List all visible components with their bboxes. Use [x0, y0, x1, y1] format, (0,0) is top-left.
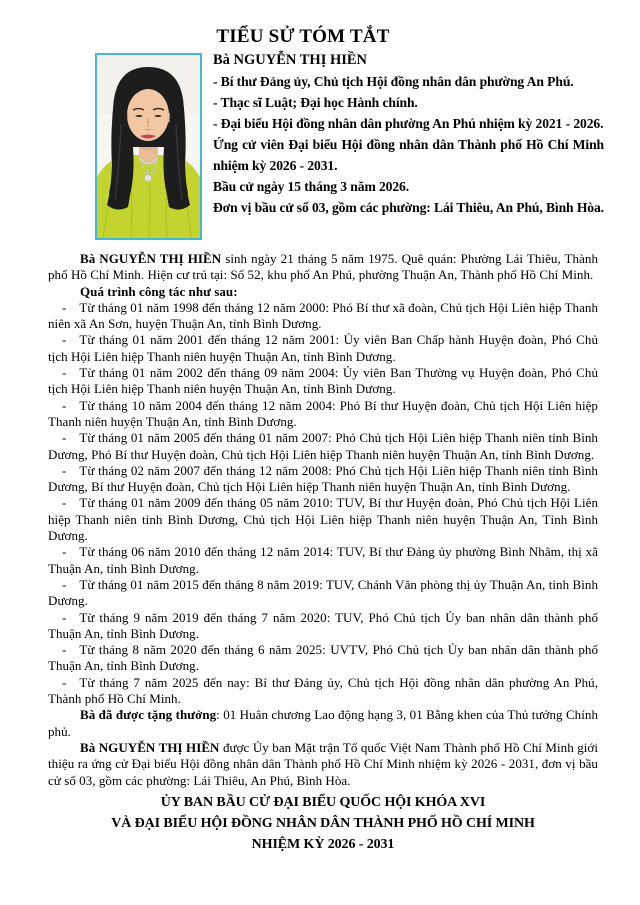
career-item [48, 463, 598, 496]
nomination-name-bold: Bà NGUYỄN THỊ HIỀN [80, 739, 220, 755]
list-dash: - [62, 462, 67, 478]
list-dash: - [62, 674, 67, 690]
career-item [48, 675, 598, 708]
career-item [48, 300, 598, 333]
career-heading: Quá trình công tác như sau: [80, 283, 238, 299]
career-item-text: Từ tháng 7 năm 2025 đến nay: Bí thư Đảng ủy, Chủ tịch Hội đồng nhân dân phường An Phú, Thành phố Hồ Chí Minh. [48, 674, 598, 707]
header-line-election-unit: Đơn vị bầu cử số 03, gồm các phường: Lái Thiêu, An Phú, Bình Hòa. [213, 200, 604, 215]
document-title: TIỂU SỬ TÓM TẮT [216, 26, 390, 47]
career-item-text: Từ tháng 01 năm 2001 đến tháng 12 năm 2001: Ủy viên Ban Chấp hành Huyện đoàn, Phó Chủ tịch Hội Liên hiệp Thanh niên huyện Thuận An, tỉnh Bình Dương. [48, 332, 598, 364]
awards-text: : 01 Huân chương Lao động hạng 3, 01 Bằng khen của Thủ tướng Chính phủ. [48, 707, 598, 739]
career-item [48, 430, 598, 463]
candidate-name: Bà NGUYỄN THỊ HIỀN [213, 52, 368, 68]
header-line-candidate: Ứng cử viên Đại biểu Hội đồng nhân dân Thành phố Hồ Chí Minh nhiệm kỳ 2026 - 2031. [213, 137, 604, 173]
career-item-text: Từ tháng 01 năm 2009 đến tháng 05 năm 2010: TUV, Bí thư Huyện đoàn, Phó Chủ tịch Hội Liên hiệp Thanh niên tỉnh Bình Dương, Chủ tịch Hội Liên hiệp Thanh niên huyện Thuận An, Tỉnh Bình Dương. [48, 495, 598, 544]
career-item-text: Từ tháng 01 năm 2005 đến tháng 01 năm 2007: Phó Chủ tịch Hội Liên hiệp Thanh niên tỉnh Bình Dương, Phó Bí thư Huyện đoàn, Chủ tịch Hội Liên hiệp Thanh niên huyện Thuận An, tỉnh Bình Dương. [48, 430, 598, 462]
list-dash: - [62, 576, 67, 592]
intro-text: sinh ngày 21 tháng 5 năm 1975. Quê quán: Phường Lái Thiêu, Thành phố Hồ Chí Minh. Hiện cư trú tại: Số 52, khu phố An Phú, phường Thuận An, Thành phố Hồ Chí Minh. [48, 251, 599, 283]
career-item [48, 398, 598, 431]
election-committee-footer [48, 792, 598, 855]
career-item-text: Từ tháng 9 năm 2019 đến tháng 7 năm 2020: TUV, Phó Chủ tịch Ủy ban nhân dân thành phố Thuận An, tỉnh Bình Dương. [48, 609, 598, 641]
career-item-text: Từ tháng 10 năm 2004 đến tháng 12 năm 2004: Phó Bí thư Huyện đoàn, Chủ tịch Hội Liên hiệp Thanh niên huyện Thuận An, tỉnh Bình Dương. [48, 397, 598, 429]
nomination-paragraph [48, 740, 598, 789]
list-dash: - [62, 365, 67, 381]
nomination-text: được Ủy ban Mặt trận Tổ quốc Việt Nam Thành phố Hồ Chí Minh giới thiệu ra ứng cử Đại biểu Hội đồng nhân dân Thành phố Hồ Chí Minh nhiệm kỳ 2026 - 2031, đơn vị bầu cử số 03, gồm các phường: Lái Thiêu, An Phú, Bình Hòa. [48, 739, 599, 788]
awards-label-bold: Bà đã được tặng thưởng [80, 707, 217, 723]
career-item [48, 365, 598, 398]
intro-name-bold: Bà NGUYỄN THỊ HIỀN [80, 251, 222, 266]
footer-line-term: NHIỆM KỲ 2026 - 2031 [251, 836, 395, 852]
footer-line-council: VÀ ĐẠI BIỂU HỘI ĐỒNG NHÂN DÂN THÀNH PHỐ HỒ CHÍ MINH [111, 815, 535, 831]
career-item [48, 332, 598, 365]
footer-line-committee: ỦY BAN BẦU CỬ ĐẠI BIỂU QUỐC HỘI KHÓA XVI [160, 794, 486, 810]
list-dash: - [62, 430, 67, 446]
list-dash: - [62, 397, 67, 413]
header-line-education: - Thạc sĩ Luật; Đại học Hành chính. [213, 95, 418, 110]
intro-paragraph [48, 251, 598, 284]
list-dash: - [62, 332, 67, 348]
awards-paragraph [48, 707, 598, 740]
career-item [48, 642, 598, 675]
career-item-text: Từ tháng 01 năm 2015 đến tháng 8 năm 2019: TUV, Chánh Văn phòng thị ủy Thuận An, tỉnh Bình Dương. [48, 576, 598, 609]
candidate-photo-frame [95, 53, 202, 240]
career-item-text: Từ tháng 01 năm 2002 đến tháng 09 năm 2004: Ủy viên Ban Thường vụ Huyện đoàn, Phó Chủ tịch Hội Liên hiệp Thanh niên huyện Thuận An, tỉnh Bình Dương. [48, 365, 598, 397]
candidate-header-info [213, 50, 604, 218]
career-item-text: Từ tháng 06 năm 2010 đến tháng 12 năm 2014: TUV, Bí thư Đảng ủy phường Bình Nhâm, thị xã Thuận An, tỉnh Bình Dương. [48, 544, 598, 576]
career-item [48, 495, 598, 544]
list-dash: - [62, 299, 67, 315]
career-item-text: Từ tháng 01 năm 1998 đến tháng 12 năm 2000: Phó Bí thư xã đoàn, Chủ tịch Hội Liên hiệp Thanh niên xã An Sơn, huyện Thuận An, tỉnh Bình Dương. [48, 299, 598, 332]
header-line-position: - Bí thư Đảng ủy, Chủ tịch Hội đồng nhân dân phường An Phú. [213, 74, 574, 89]
list-dash: - [62, 495, 67, 511]
list-dash: - [62, 544, 67, 560]
career-item [48, 577, 598, 610]
header-line-delegate: - Đại biểu Hội đồng nhân dân phường An Phú nhiệm kỳ 2021 - 2026. [213, 116, 604, 131]
career-item-text: Từ tháng 02 năm 2007 đến tháng 12 năm 2008: Phó Chủ tịch Hội Liên hiệp Thanh niên tỉnh Bình Dương, Bí thư Huyện đoàn, Chủ tịch Hội Liên hiệp Thanh niên huyện Thuận An, tỉnh Bình Dương. [48, 462, 598, 495]
list-dash: - [62, 609, 67, 625]
biography-body [0, 251, 640, 855]
list-dash: - [62, 642, 67, 658]
header-line-election-date: Bầu cử ngày 15 tháng 3 năm 2026. [213, 179, 410, 194]
career-item [48, 610, 598, 643]
career-item [48, 544, 598, 577]
candidate-portrait-photo [97, 55, 200, 238]
career-item-text: Từ tháng 8 năm 2020 đến tháng 6 năm 2025: UVTV, Phó Chủ tịch Ủy ban nhân dân thành phố Thuận An, tỉnh Bình Dương. [48, 642, 598, 674]
